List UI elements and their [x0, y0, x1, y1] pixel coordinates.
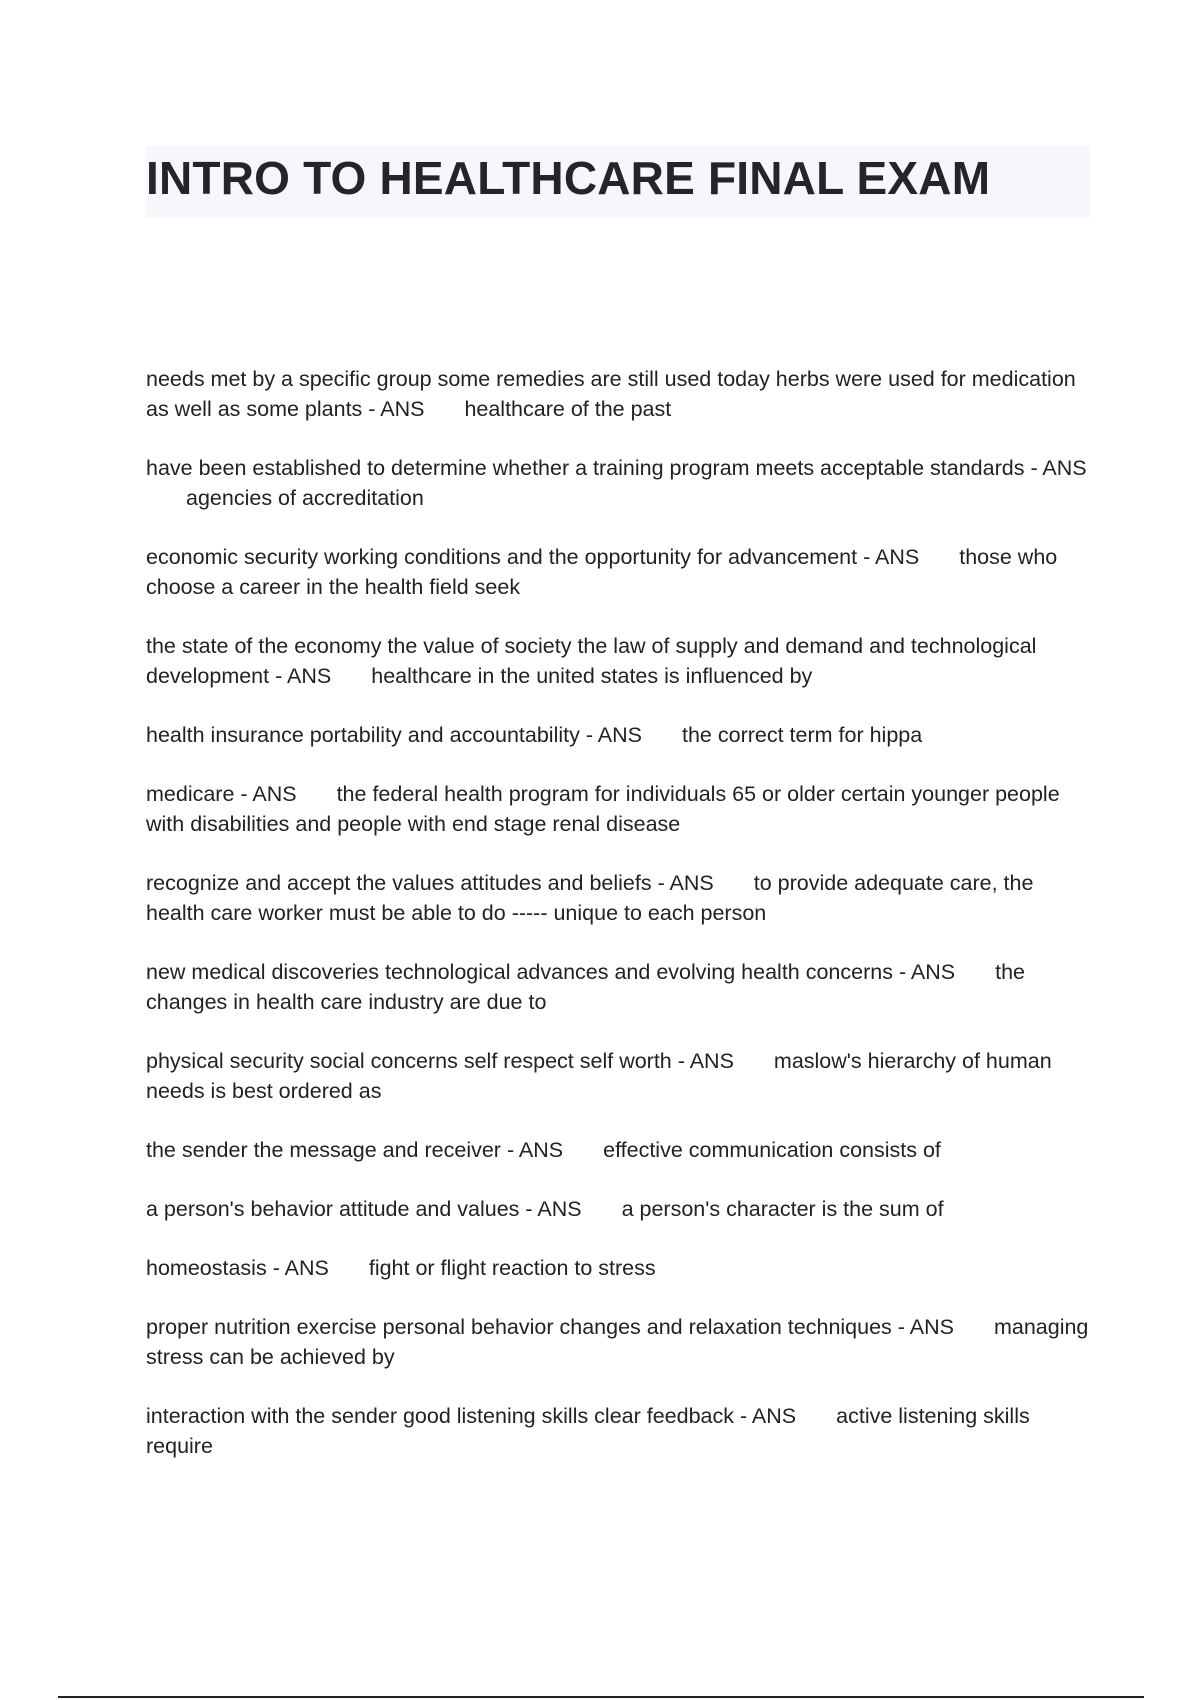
ans-marker: - ANS [368, 397, 425, 421]
ans-marker: - ANS [240, 782, 297, 806]
entry-question: agencies of accreditation [186, 486, 424, 510]
flashcard-entry [146, 1046, 1094, 1106]
entry-question: the federal health program for individuals 65 or older certain younger people with disabilities and people with end stage renal disease [146, 782, 1060, 836]
flashcard-entry [146, 1401, 1094, 1461]
flashcard-entry [146, 779, 1094, 839]
ans-marker: - ANS [657, 871, 714, 895]
flashcard-entry [146, 453, 1094, 513]
flashcard-entry [146, 1312, 1094, 1372]
entry-answer: a person's behavior attitude and values [146, 1197, 520, 1221]
flashcard-entry [146, 1253, 1094, 1283]
flashcard-entry [146, 1135, 1094, 1165]
entry-answer: proper nutrition exercise personal behavior changes and relaxation techniques [146, 1315, 892, 1339]
ans-marker: - ANS [585, 723, 642, 747]
ans-marker: - ANS [272, 1256, 329, 1280]
entry-question: effective communication consists of [603, 1138, 941, 1162]
flashcard-entry [146, 1194, 1094, 1224]
page-footer-rule [58, 1696, 1144, 1698]
entry-answer: recognize and accept the values attitudes and beliefs [146, 871, 652, 895]
ans-marker: - ANS [1030, 456, 1087, 480]
flashcard-entry [146, 868, 1094, 928]
entry-answer: the sender the message and receiver [146, 1138, 501, 1162]
entry-question: those who choose a career in the health field seek [146, 545, 1058, 599]
entry-question: active listening skills require [146, 1404, 1030, 1458]
flashcard-list [146, 364, 1094, 1490]
entry-answer: needs met by a specific group some remedies are still used today herbs were used for medication as well as some plants [146, 367, 1076, 421]
entry-answer: economic security working conditions and the opportunity for advancement [146, 545, 858, 569]
entry-question: managing stress can be achieved by [146, 1315, 1089, 1369]
entry-question: the changes in health care industry are due to [146, 960, 1025, 1014]
entry-answer: homeostasis [146, 1256, 267, 1280]
ans-marker: - ANS [525, 1197, 582, 1221]
entry-question: maslow's hierarchy of human needs is best ordered as [146, 1049, 1052, 1103]
entry-answer: health insurance portability and accountability [146, 723, 580, 747]
ans-marker: - ANS [506, 1138, 564, 1162]
entry-answer: the state of the economy the value of society the law of supply and demand and technological development [146, 634, 1037, 688]
flashcard-entry [146, 720, 1094, 750]
entry-question: healthcare in the united states is influenced by [371, 664, 813, 688]
ans-marker: - ANS [897, 1315, 954, 1339]
flashcard-entry [146, 957, 1094, 1017]
ans-marker: - ANS [898, 960, 956, 984]
ans-marker: - ANS [863, 545, 920, 569]
flashcard-entry [146, 631, 1094, 691]
flashcard-entry [146, 364, 1094, 424]
entry-answer: medicare [146, 782, 235, 806]
entry-question: healthcare of the past [464, 397, 672, 421]
ans-marker: - ANS [275, 664, 332, 688]
entry-answer: physical security social concerns self respect self worth [146, 1049, 672, 1073]
entry-answer: have been established to determine whether a training program meets acceptable standards [146, 456, 1025, 480]
ans-marker: - ANS [739, 1404, 797, 1428]
flashcard-entry [146, 542, 1094, 602]
entry-question: a person's character is the sum of [621, 1197, 944, 1221]
entry-answer: interaction with the sender good listening skills clear feedback [146, 1404, 734, 1428]
entry-question: the correct term for hippa [682, 723, 923, 747]
entry-answer: new medical discoveries technological advances and evolving health concerns [146, 960, 893, 984]
page-title: INTRO TO HEALTHCARE FINAL EXAM [146, 152, 991, 204]
entry-question: to provide adequate care, the health care worker must be able to do ----- unique to each person [146, 871, 1034, 925]
ans-marker: - ANS [677, 1049, 734, 1073]
entry-question: fight or flight reaction to stress [368, 1256, 656, 1280]
